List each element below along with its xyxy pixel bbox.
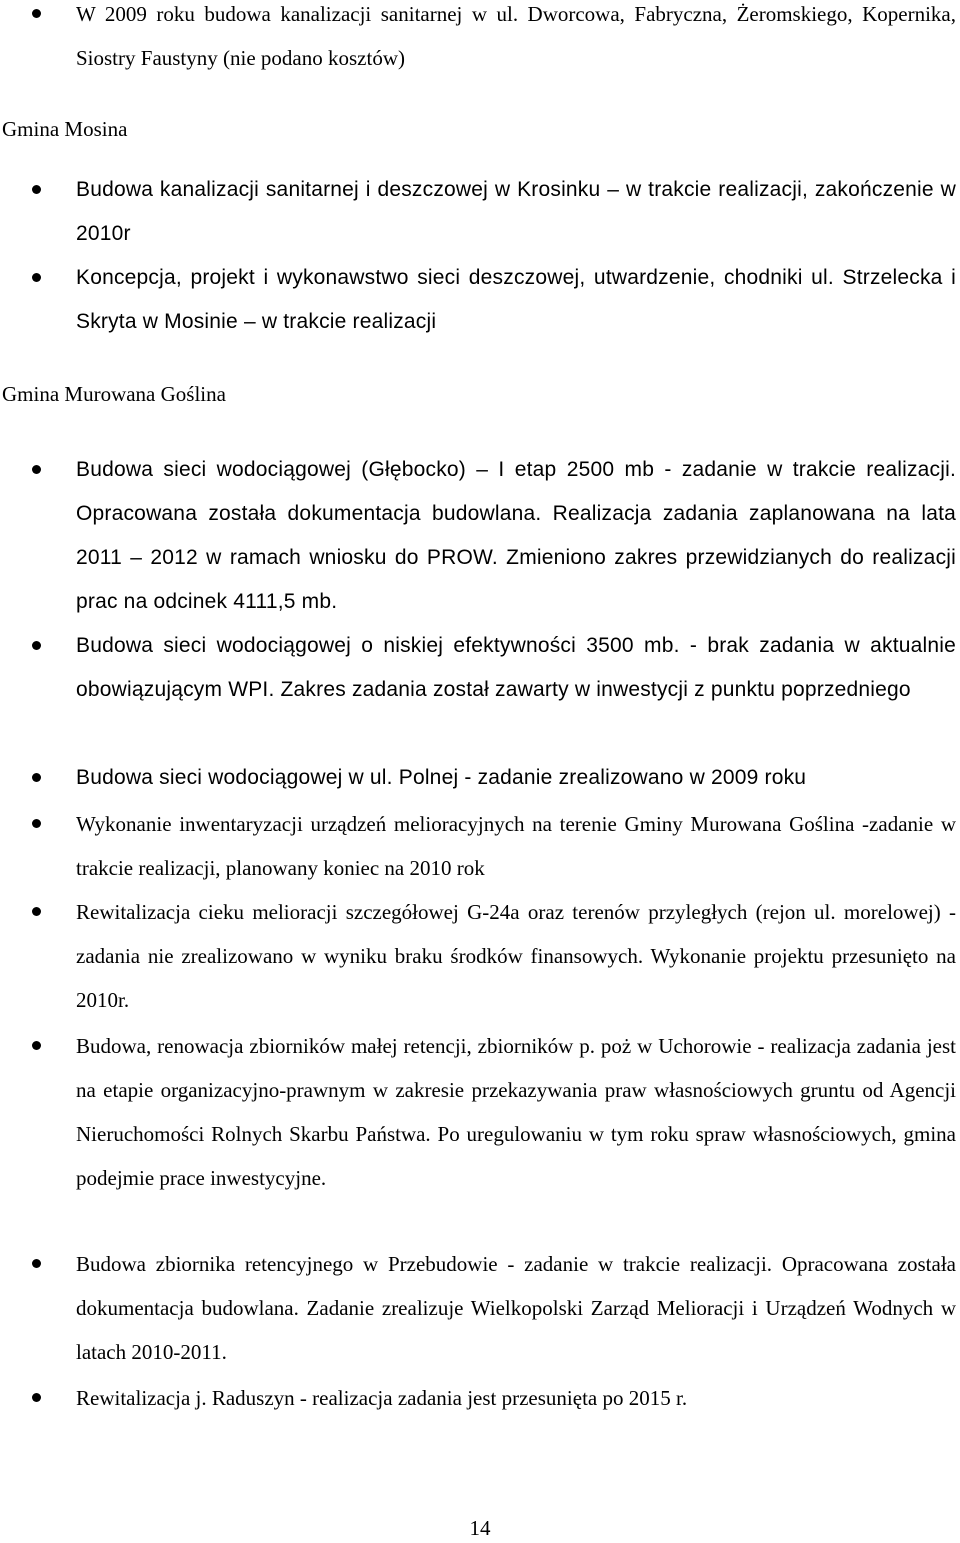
list-item: Budowa zbiornika retencyjnego w Przebudowie - zadanie w trakcie realizacji. Opracowana została dokumentacja budowlana. Zadanie zrealizuje Wielkopolski Zarząd Melioracji i Urządzeń Wodnych w latach 2010-2011. — [76, 1242, 956, 1374]
list-item: W 2009 roku budowa kanalizacji sanitarnej w ul. Dworcowa, Fabryczna, Żeromskiego, Kopernika, Siostry Faustyny (nie podano kosztów) — [76, 0, 956, 80]
list-item: Budowa sieci wodociągowej (Głębocko) – I etap 2500 mb - zadanie w trakcie realizacji. Opracowana została dokumentacja budowlana. Realizacja zadania zaplanowana na lata 2011 – 2012 w ramach wniosku do PROW. Zmieniono zakres przewidzianych do realizacji prac na odcinek 4111,5 mb. — [76, 448, 956, 624]
bullet-icon — [32, 641, 41, 650]
bullet-icon — [32, 9, 41, 18]
section-heading-murowana-goslina: Gmina Murowana Goślina — [2, 382, 226, 406]
bullet-icon — [32, 819, 41, 828]
bullet-icon — [32, 185, 41, 194]
section-heading-mosina: Gmina Mosina — [2, 117, 128, 141]
bullet-icon — [32, 465, 41, 474]
page-number: 14 — [469, 1516, 491, 1540]
list-item: Rewitalizacja cieku melioracji szczegółowej G-24a oraz terenów przyległych (rejon ul. morelowej) - zadania nie zrealizowano w wyniku braku środków finansowych. Wykonanie projektu przesunięto na 2010r. — [76, 890, 956, 1022]
list-item: Koncepcja, projekt i wykonawstwo sieci deszczowej, utwardzenie, chodniki ul. Strzelecka i Skryta w Mosinie – w trakcie realizacji — [76, 256, 956, 344]
bullet-icon — [32, 1041, 41, 1050]
list-item: Budowa kanalizacji sanitarnej i deszczowej w Krosinku – w trakcie realizacji, zakończenie w 2010r — [76, 168, 956, 256]
bullet-icon — [32, 1393, 41, 1402]
bullet-icon — [32, 773, 41, 782]
list-item: Budowa sieci wodociągowej w ul. Polnej - zadanie zrealizowano w 2009 roku — [76, 756, 956, 800]
list-item: Wykonanie inwentaryzacji urządzeń melioracyjnych na terenie Gminy Murowana Goślina -zadanie w trakcie realizacji, planowany koniec na 2010 rok — [76, 802, 956, 890]
list-item: Rewitalizacja j. Raduszyn - realizacja zadania jest przesunięta po 2015 r. — [76, 1376, 956, 1420]
list-item: Budowa, renowacja zbiorników małej retencji, zbiorników p. poż w Uchorowie - realizacja zadania jest na etapie organizacyjno-prawnym w zakresie przekazywania praw własnościowych gruntu od Agencji Nieruchomości Rolnych Skarbu Państwa. Po uregulowaniu w tym roku spraw własnościowych, gmina podejmie prace inwestycyjne. — [76, 1024, 956, 1200]
bullet-icon — [32, 907, 41, 916]
bullet-icon — [32, 1259, 41, 1268]
bullet-icon — [32, 273, 41, 282]
list-item: Budowa sieci wodociągowej o niskiej efektywności 3500 mb. - brak zadania w aktualnie obowiązującym WPI. Zakres zadania został zawarty w inwestycji z punktu poprzedniego — [76, 624, 956, 712]
